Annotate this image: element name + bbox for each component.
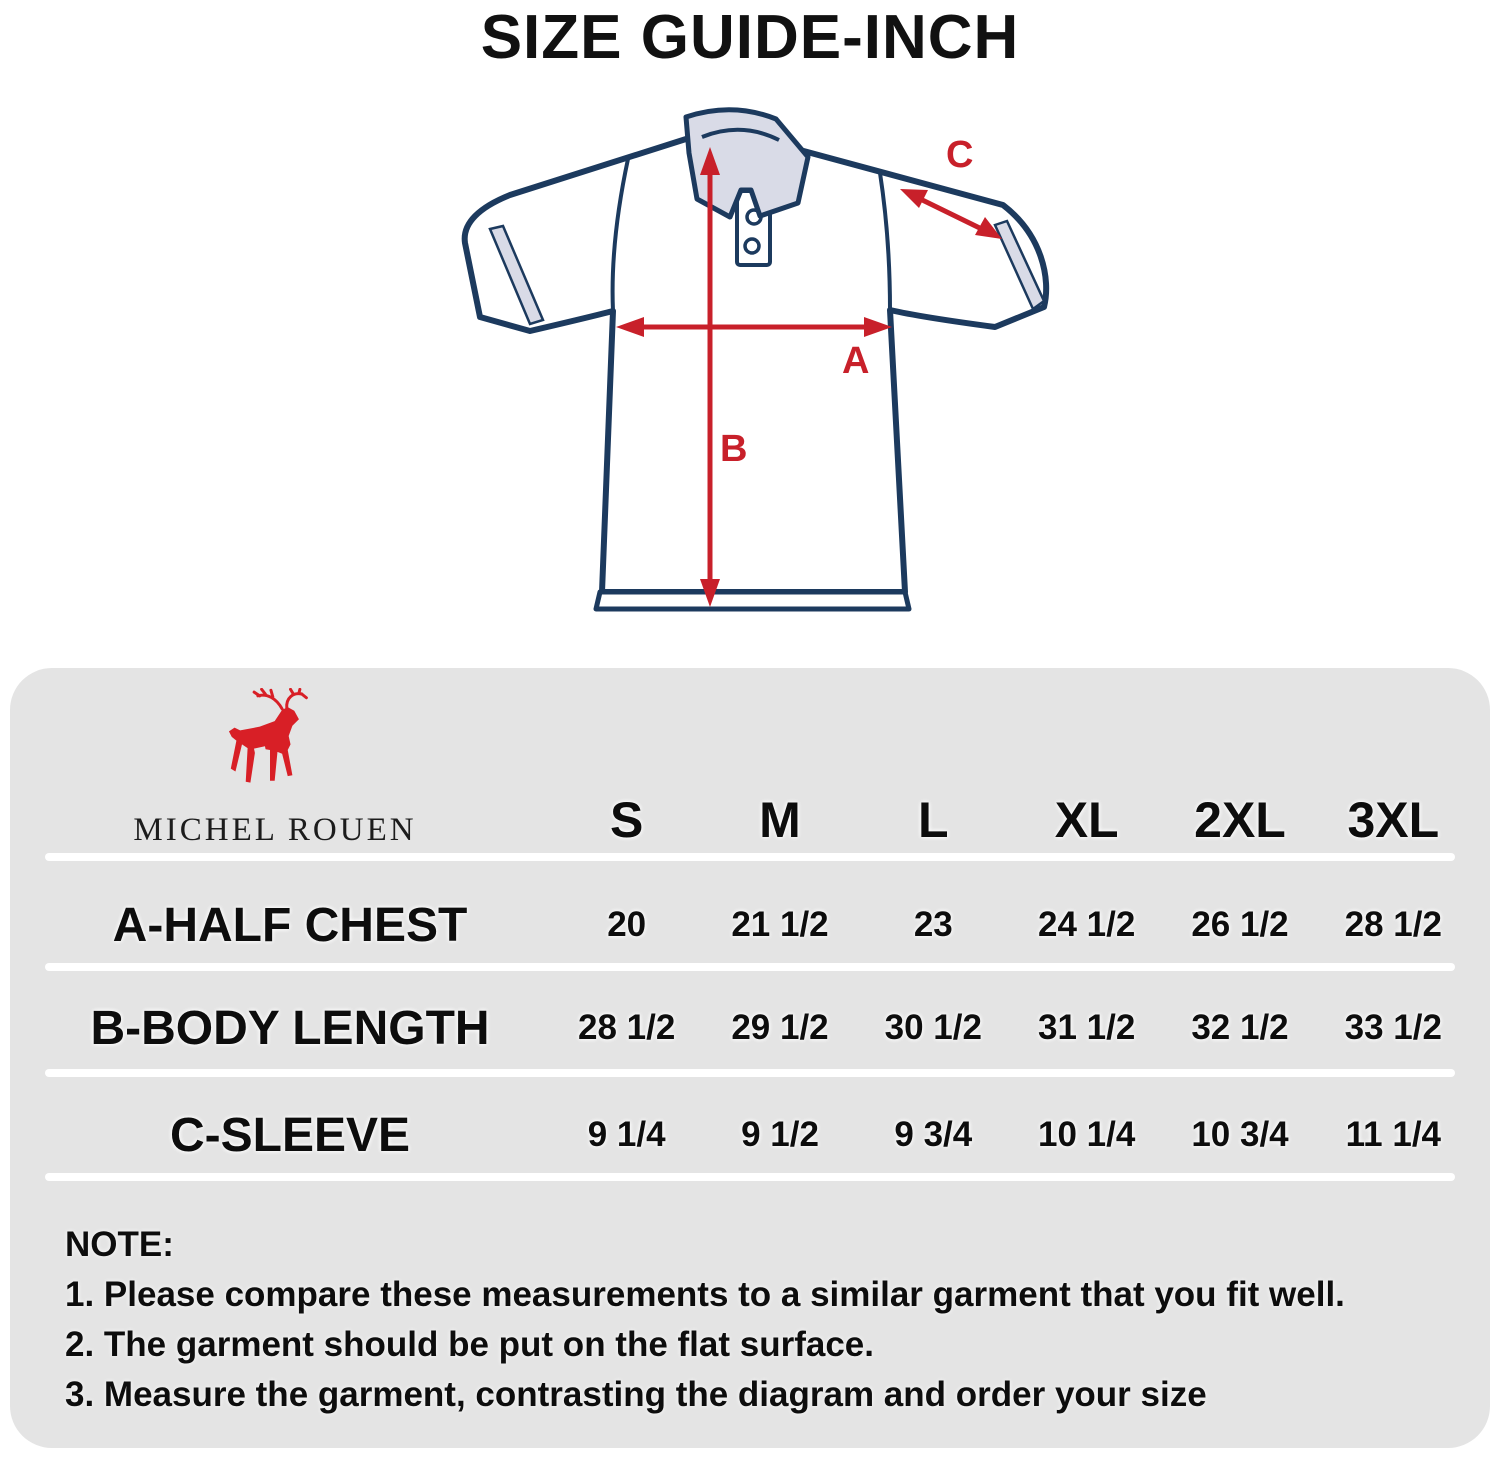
table-row	[30, 883, 1470, 967]
note-item-3: 3. Measure the garment, contrasting the diagram and order your size	[65, 1375, 1207, 1414]
row-divider	[45, 1069, 1455, 1077]
cell-value: 9 3/4	[894, 1115, 973, 1154]
col-header-l: L	[918, 792, 949, 848]
label-b: B	[720, 428, 748, 470]
cell-value: 10 3/4	[1191, 1115, 1289, 1154]
cell-value: 20	[607, 905, 647, 944]
cell-value: 26 1/2	[1191, 905, 1289, 944]
table-row	[30, 986, 1470, 1070]
cell-value: 28 1/2	[578, 1008, 676, 1047]
col-header-2xl: 2XL	[1194, 792, 1286, 848]
row-divider	[45, 1173, 1455, 1181]
note-item-1: 1. Please compare these measurements to a similar garment that you fit well.	[65, 1275, 1345, 1314]
notes-heading: NOTE:	[65, 1225, 174, 1264]
table-header-row	[30, 778, 1470, 862]
cell-value: 32 1/2	[1191, 1008, 1289, 1047]
page-title: SIZE GUIDE-INCH	[480, 3, 1020, 72]
cell-value: 23	[913, 905, 953, 944]
label-c: C	[946, 134, 974, 176]
size-table-panel	[10, 668, 1490, 1448]
cell-value: 29 1/2	[731, 1008, 829, 1047]
row-label-half-chest: A-HALF CHEST	[112, 898, 468, 952]
cell-value: 28 1/2	[1344, 905, 1442, 944]
brand-name: MICHEL ROUEN	[133, 811, 417, 848]
col-header-3xl: 3XL	[1347, 792, 1440, 848]
cell-value: 9 1/4	[587, 1115, 666, 1154]
cell-value: 9 1/2	[741, 1115, 819, 1154]
cell-value: 24 1/2	[1038, 905, 1136, 944]
row-divider	[45, 963, 1455, 971]
shirt-measurement-diagram	[450, 95, 1050, 655]
cell-value: 30 1/2	[884, 1008, 982, 1047]
table-row	[30, 1093, 1470, 1177]
row-divider	[45, 853, 1455, 861]
cell-value: 33 1/2	[1344, 1008, 1442, 1047]
cell-value: 10 1/4	[1038, 1115, 1136, 1154]
row-label-body-length: B-BODY LENGTH	[90, 1001, 490, 1055]
notes-block	[65, 1220, 1465, 1420]
cell-value: 31 1/2	[1038, 1008, 1136, 1047]
polo-shirt-diagram-icon	[450, 95, 1050, 655]
note-item-2: 2. The garment should be put on the flat surface.	[65, 1325, 874, 1364]
cell-value: 11 1/4	[1345, 1115, 1442, 1154]
col-header-xl: XL	[1054, 792, 1119, 848]
col-header-s: S	[609, 792, 644, 848]
row-label-sleeve: C-SLEEVE	[169, 1108, 411, 1162]
label-a: A	[842, 340, 870, 382]
col-header-m: M	[759, 792, 801, 848]
cell-value: 21 1/2	[731, 905, 829, 944]
